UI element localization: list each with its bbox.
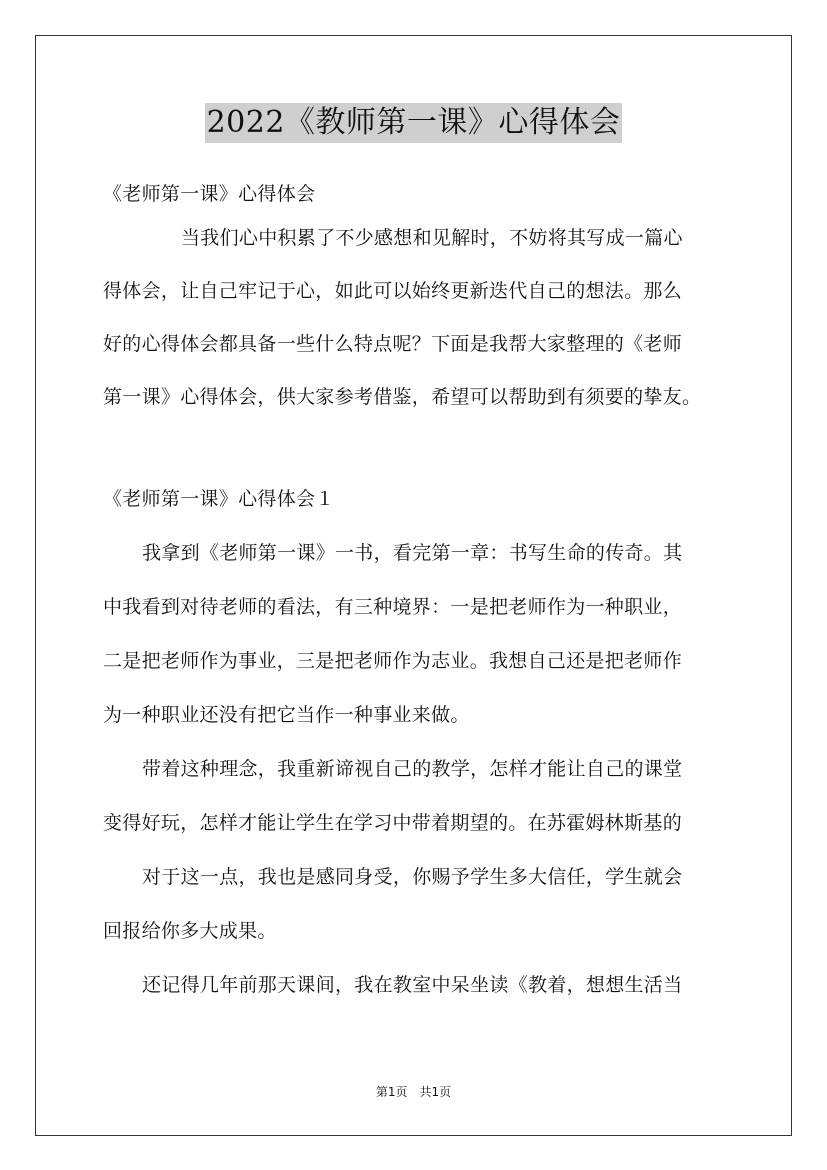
intro-line: 好的心得体会都具备一些什么特点呢？下面是我帮大家整理的《老师: [103, 333, 683, 355]
paragraph-line: 带着这种理念，我重新谛视自己的教学，怎样才能让自己的课堂: [142, 758, 683, 780]
paragraph-3: [103, 859, 743, 949]
intro-line: 得体会，让自己牢记于心，如此可以始终更新迭代自己的想法。那么: [103, 280, 683, 302]
page-footer: 第1页 共1页: [375, 1085, 452, 1099]
intro-line: 第一课》心得体会，供大家参考借鉴，希望可以帮助到有须要的挚友。: [103, 386, 702, 408]
paragraph-4: [103, 967, 743, 1003]
paragraph-line: 回报给你多大成果。: [103, 920, 277, 942]
intro-heading: 《老师第一课》心得体会: [103, 183, 316, 205]
document-title: 2022《教师第一课》心得体会: [205, 103, 623, 143]
paragraph-1: [103, 535, 743, 733]
section-heading: 《老师第一课》心得体会１: [103, 488, 335, 510]
intro-paragraph: [103, 220, 743, 415]
title-area: [0, 103, 827, 143]
paragraph-2: [103, 751, 743, 841]
paragraph-line: 我拿到《老师第一课》一书，看完第一章：书写生命的传奇。其: [142, 542, 683, 564]
paragraph-line: 中我看到对待老师的看法，有三种境界：一是把老师作为一种职业，: [103, 596, 683, 618]
paragraph-line: 还记得几年前那天课间，我在教室中呆坐读《教着，想想生活当: [142, 974, 683, 996]
paragraph-line: 变得好玩，怎样才能让学生在学习中带着期望的。在苏霍姆林斯基的: [103, 812, 683, 834]
paragraph-line: 为一种职业还没有把它当作一种事业来做。: [103, 704, 470, 726]
paragraph-line: 二是把老师作为事业，三是把老师作为志业。我想自己还是把老师作: [103, 650, 683, 672]
intro-line: 当我们心中积累了不少感想和见解时，不妨将其写成一篇心: [181, 227, 683, 249]
document-body: [103, 176, 743, 1003]
paragraph-line: 对于这一点，我也是感同身受，你赐予学生多大信任，学生就会: [142, 866, 683, 888]
